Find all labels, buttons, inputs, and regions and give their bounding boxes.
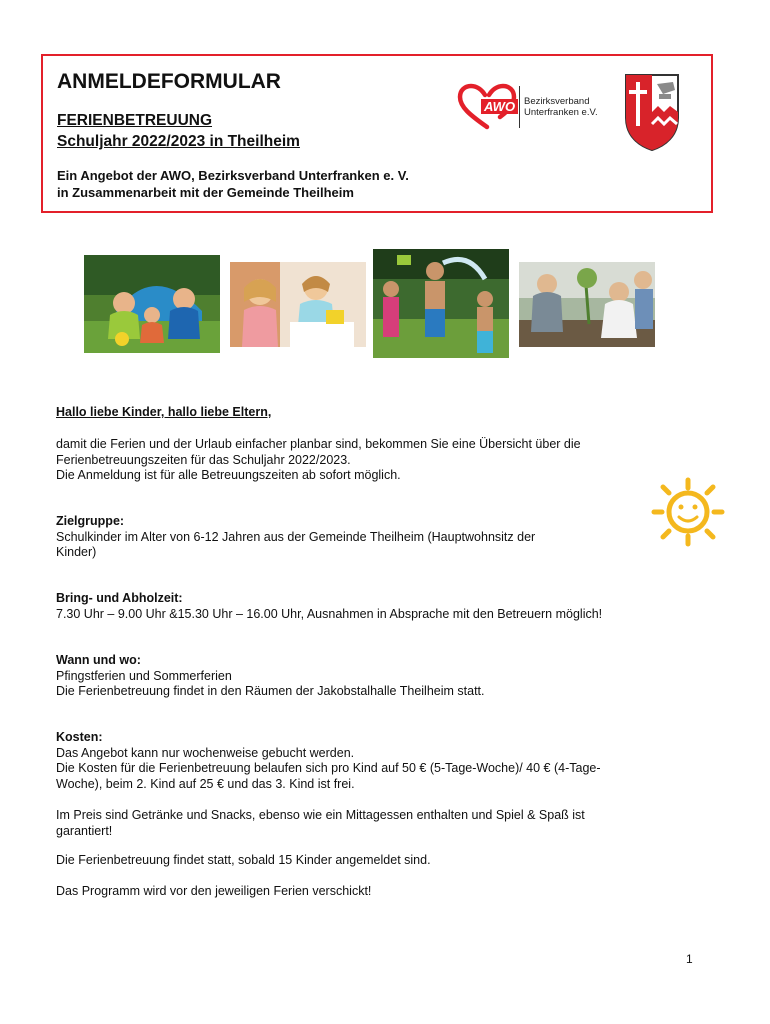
greeting: Hallo liebe Kinder, hallo liebe Eltern, — [56, 405, 272, 419]
children-garden-photo — [519, 262, 655, 347]
photo-strip — [0, 248, 770, 360]
children-water-play-photo — [373, 249, 509, 358]
header-box — [41, 54, 713, 213]
target-heading: Zielgruppe: — [56, 514, 125, 528]
subtitle-ferienbetreuung: FERIENBETREUUNG — [57, 112, 213, 129]
intro-line-1: damit die Ferien und der Urlaub einfacher planbar sind, bekommen Sie eine Übersicht über die — [56, 437, 581, 451]
smiling-sun-icon — [648, 476, 728, 548]
intro-line-3: Die Anmeldung ist für alle Betreuungszeiten ab sofort möglich. — [56, 468, 401, 482]
logo-org-line-1: Bezirksverband — [524, 96, 590, 107]
logo-divider — [519, 86, 520, 128]
program-section — [56, 884, 696, 900]
children-tent-photo — [84, 255, 220, 353]
times-heading: Bring- und Abholzeit: — [56, 591, 183, 605]
target-line-2: Kinder) — [56, 545, 97, 559]
intro-section — [56, 437, 696, 484]
minimum-text: Die Ferienbetreuung findet statt, sobald 15 Kinder angemeldet sind. — [56, 853, 431, 867]
program-text: Das Programm wird vor den jeweiligen Ferien verschickt! — [56, 884, 372, 898]
cost-line-3: Woche), beim 2. Kind auf 25 € und das 3. Kind ist frei. — [56, 776, 355, 791]
awo-brand-text: AWO — [481, 99, 518, 114]
price-line-2: garantiert! — [56, 823, 113, 838]
where-section — [56, 653, 696, 700]
where-line-1: Pfingstferien und Sommerferien — [56, 668, 232, 683]
logo-org-line-2: Unterfranken e.V. — [524, 107, 598, 118]
offer-line-2: in Zusammenarbeit mit der Gemeinde Theilheim — [57, 185, 354, 200]
where-heading: Wann und wo: — [56, 653, 141, 667]
intro-line-2: Ferienbetreuungszeiten für das Schuljahr 2022/2023. — [56, 452, 351, 467]
offer-line-1: Ein Angebot der AWO, Bezirksverband Unterfranken e. V. — [57, 168, 409, 183]
awo-logo — [456, 83, 606, 133]
target-line-1: Schulkinder im Alter von 6-12 Jahren aus der Gemeinde Theilheim (Hauptwohnsitz der — [56, 529, 536, 544]
times-text: 7.30 Uhr – 9.00 Uhr &15.30 Uhr – 16.00 Uhr, Ausnahmen in Absprache mit den Betreuern möglich! — [56, 606, 603, 621]
children-crafting-photo — [230, 262, 366, 347]
price-section — [56, 808, 696, 839]
minimum-section — [56, 853, 696, 869]
cost-section — [56, 730, 696, 792]
page-number: 1 — [686, 952, 693, 966]
cost-line-2: Die Kosten für die Ferienbetreuung belaufen sich pro Kind auf 50 € (5-Tage-Woche)/ 40 € (4-Tage- — [56, 761, 601, 775]
where-line-2: Die Ferienbetreuung findet in den Räumen der Jakobstalhalle Theilheim statt. — [56, 684, 485, 698]
coat-of-arms-icon — [623, 72, 681, 152]
target-group-section — [56, 514, 696, 561]
price-line-1: Im Preis sind Getränke und Snacks, ebenso wie ein Mittagessen enthalten und Spiel & Spaß ist — [56, 808, 585, 822]
times-section — [56, 591, 696, 622]
document-title: ANMELDEFORMULAR — [57, 70, 281, 93]
subtitle-schuljahr: Schuljahr 2022/2023 in Theilheim — [57, 133, 300, 150]
cost-heading: Kosten: — [56, 730, 103, 744]
cost-line-1: Das Angebot kann nur wochenweise gebucht werden. — [56, 745, 355, 760]
